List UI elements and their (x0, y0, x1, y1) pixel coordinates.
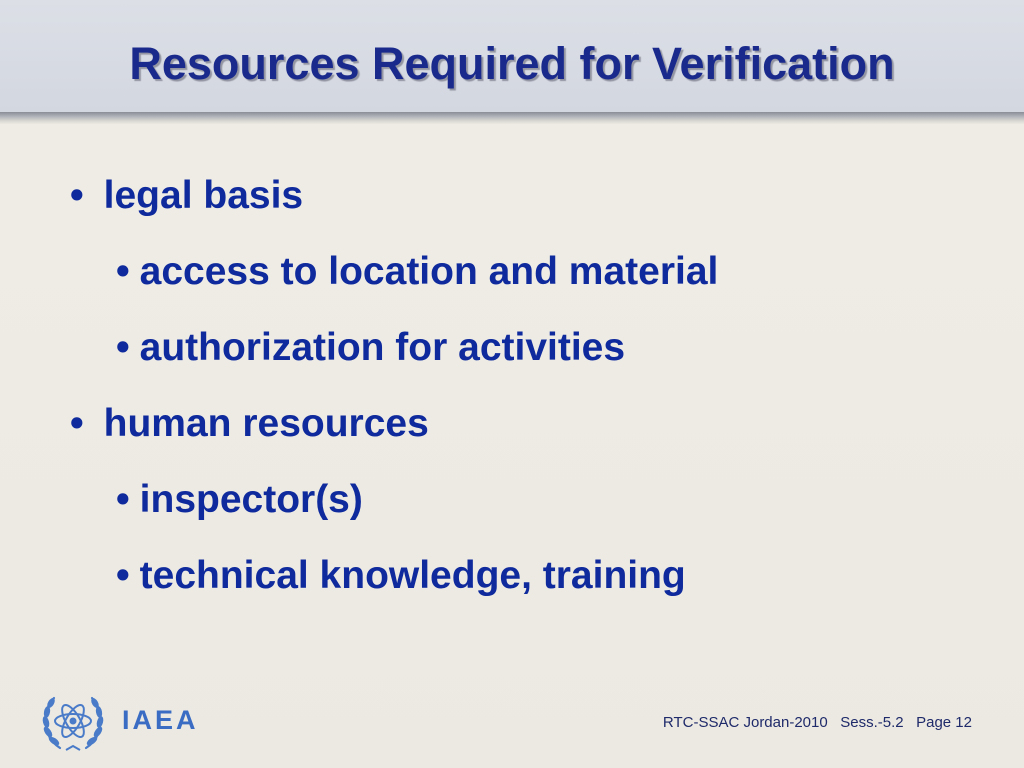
bullet-item (70, 172, 303, 220)
sub-bullet-item (116, 552, 686, 600)
sub-bullet-item (116, 324, 625, 372)
footer-course: RTC-SSAC Jordan-2010 (662, 714, 828, 731)
iaea-brand-text: IAEA (122, 705, 199, 735)
bullet-text: human resources (103, 402, 429, 445)
bullet-item (70, 400, 429, 448)
iaea-emblem-icon (38, 688, 108, 756)
bullet-dot-icon: • (70, 174, 84, 217)
bullet-text: access to location and material (139, 250, 719, 293)
bullet-text: authorization for activities (139, 326, 626, 369)
bullet-dot-icon: • (116, 478, 130, 521)
footer-info (663, 712, 972, 734)
bullet-dot-icon: • (116, 554, 130, 597)
bullet-dot-icon: • (116, 250, 130, 293)
bullet-text: inspector(s) (139, 478, 363, 521)
slide-title: Resources Required for Verification (129, 38, 895, 89)
bullet-text: legal basis (103, 174, 304, 217)
bullet-text: technical knowledge, training (139, 554, 686, 597)
bullet-dot-icon: • (70, 402, 84, 445)
sub-bullet-item (116, 476, 363, 524)
sub-bullet-item (116, 248, 718, 296)
footer-page-number: Page 12 (916, 714, 972, 731)
footer-session: Sess.-5.2 (840, 714, 904, 731)
bullet-dot-icon: • (116, 326, 130, 369)
